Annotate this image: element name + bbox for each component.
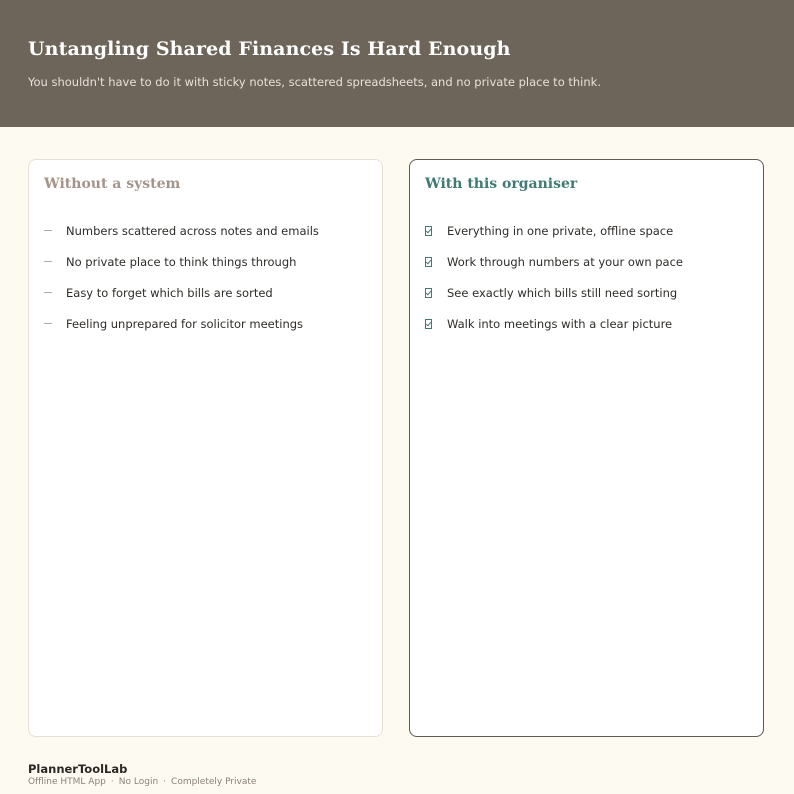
list-item-text: Walk into meetings with a clear picture [447, 316, 673, 331]
list-item-text: No private place to think things through [66, 254, 297, 269]
list-item [44, 308, 319, 339]
footer-meta [28, 777, 256, 787]
brand-name: PlannerToolLab [28, 762, 128, 776]
dash-icon [44, 261, 52, 263]
check-icon [425, 257, 432, 267]
list-item-text: Feeling unprepared for solicitor meetings [66, 316, 304, 331]
without-system-title: Without a system [44, 176, 181, 192]
footer-separator: · [163, 777, 167, 787]
list-item-text: See exactly which bills still need sorting [447, 285, 678, 300]
list-item [44, 246, 319, 277]
list-item-text: Numbers scattered across notes and emails [66, 223, 319, 238]
list-item-text: Everything in one private, offline space [447, 223, 674, 238]
check-icon [425, 288, 432, 298]
page-subtitle: You shouldn't have to do it with sticky notes, scattered spreadsheets, and no private place to think. [28, 75, 601, 89]
list-item [425, 246, 683, 277]
list-item [44, 277, 319, 308]
footer-meta-private: Completely Private [171, 777, 257, 787]
list-item [44, 215, 319, 246]
check-icon [425, 319, 432, 329]
footer-separator: · [110, 777, 114, 787]
list-item-text: Easy to forget which bills are sorted [66, 285, 273, 300]
dash-icon [44, 292, 52, 294]
dash-icon [44, 323, 52, 325]
with-organiser-title: With this organiser [425, 176, 578, 192]
without-system-list [44, 215, 319, 339]
dash-icon [44, 230, 52, 232]
page-title: Untangling Shared Finances Is Hard Enough [28, 38, 511, 60]
check-icon [425, 226, 432, 236]
footer-meta-login: No Login [118, 777, 159, 787]
list-item [425, 308, 683, 339]
list-item [425, 215, 683, 246]
footer-meta-offline: Offline HTML App [28, 777, 106, 787]
list-item-text: Work through numbers at your own pace [447, 254, 684, 269]
with-organiser-card [409, 159, 764, 737]
hero-banner [0, 0, 794, 127]
without-system-card [28, 159, 383, 737]
list-item [425, 277, 683, 308]
with-organiser-list [425, 215, 683, 339]
